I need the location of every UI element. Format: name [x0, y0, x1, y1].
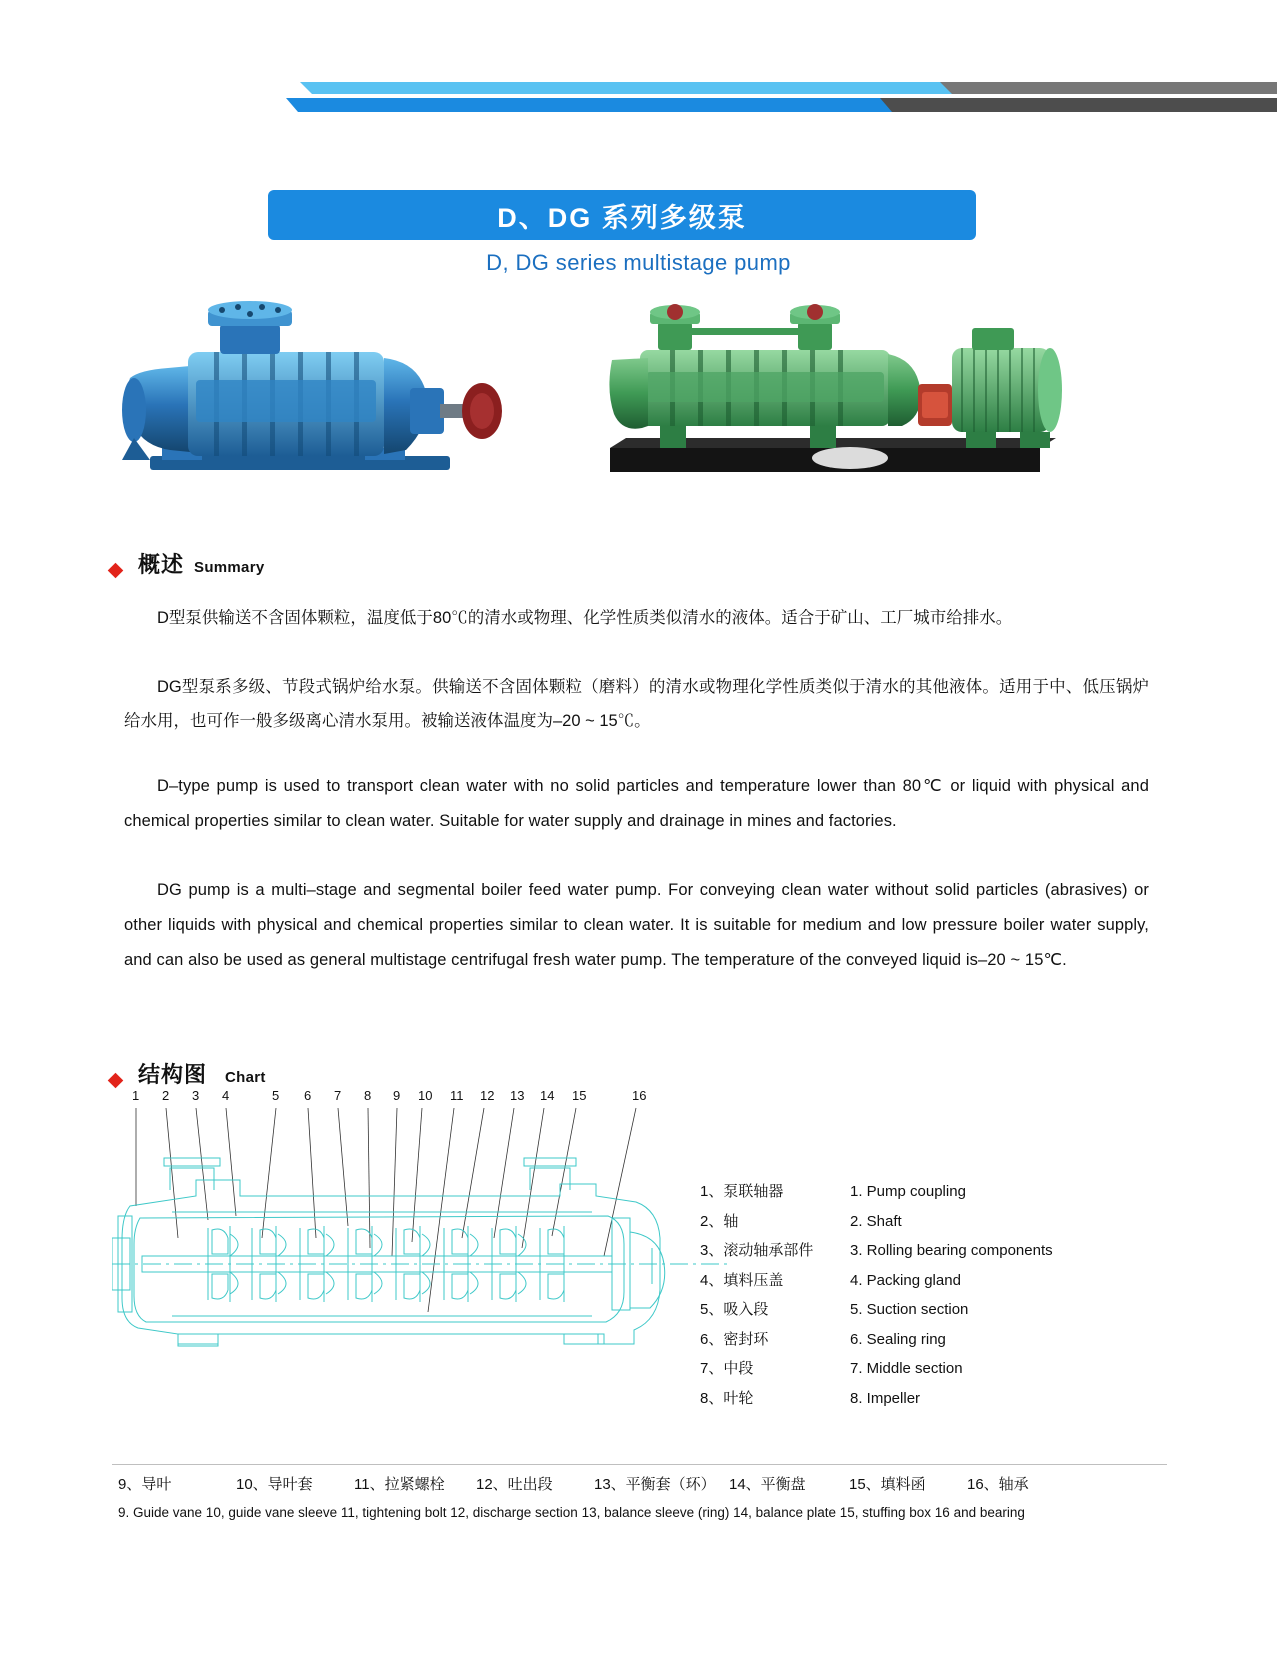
summary-paragraph-cn-2: DG型泵系多级、节段式锅炉给水泵。供输送不含固体颗粒（磨料）的清水或物理化学性质类似于清水的其他液体。适用于中、低压锅炉给水用，也可作一般多级离心清水泵用。被输送液体温度为–20 ~ 15℃。	[124, 677, 1149, 730]
legend-item	[700, 1210, 1130, 1240]
legend-cn-5: 5、吸入段	[700, 1301, 769, 1318]
blue-pump-image	[110, 288, 530, 503]
legend-item	[700, 1387, 1130, 1417]
legend-cn-1: 1、泵联轴器	[700, 1183, 784, 1200]
legend-bottom-cn-13: 13、平衡套（环）	[594, 1476, 716, 1493]
legend-bottom-en-row: 9. Guide vane 10, guide vane sleeve 11, tightening bolt 12, discharge section 13, balance sleeve (ring) 14, balance plate 15, stuffing box 16 and bearing	[118, 1505, 1025, 1520]
legend-bottom-cn-16: 16、轴承	[967, 1476, 1029, 1493]
callout-number-10: 10	[418, 1088, 433, 1103]
legend-bottom-cn-9: 9、导叶	[118, 1476, 172, 1493]
legend-bottom-cn-11: 11、拉紧螺栓	[354, 1476, 445, 1493]
legend-cn-8: 8、叶轮	[700, 1389, 754, 1407]
callout-number-12: 12	[480, 1088, 495, 1103]
summary-heading-en: Summary	[194, 559, 265, 576]
legend-cn-6: 6、密封环	[700, 1330, 769, 1348]
legend-en-1: 1. Pump coupling	[850, 1183, 966, 1200]
summary-paragraph-cn-1: D型泵供输送不含固体颗粒，温度低于80℃的清水或物理、化学性质类似清水的液体。适合于矿山、工厂城市给排水。	[157, 608, 1013, 627]
legend-cn-7: 7、中段	[700, 1360, 754, 1377]
callout-number-7: 7	[334, 1088, 342, 1103]
summary-section-heading	[110, 548, 264, 579]
callout-number-13: 13	[510, 1088, 525, 1103]
callout-number-4: 4	[222, 1088, 230, 1103]
legend-item	[700, 1298, 1130, 1328]
legend-en-4: 4. Packing gland	[850, 1271, 961, 1289]
callout-number-16: 16	[632, 1088, 647, 1103]
summary-paragraph-en-1: D–type pump is used to transport clean water with no solid particles and temperature lower than 80℃ or liquid with physical and chemical properties similar to clean water. Suitable for water supply and drainage in mines and factories.	[124, 776, 1149, 830]
callout-number-5: 5	[272, 1088, 280, 1103]
legend-en-3: 3. Rolling bearing components	[850, 1242, 1053, 1259]
top-decorative-banner	[0, 78, 1277, 124]
page-title-cn: D、DG 系列多级泵	[497, 202, 747, 233]
legend-bottom-cn-12: 12、吐出段	[476, 1476, 553, 1493]
legend-en-6: 6. Sealing ring	[850, 1330, 946, 1348]
legend-item	[700, 1269, 1130, 1299]
callout-number-6: 6	[304, 1088, 312, 1103]
page-title-bar	[268, 190, 976, 240]
callout-number-3: 3	[192, 1088, 200, 1103]
green-pump-image	[600, 288, 1070, 488]
legend-cn-2: 2、轴	[700, 1212, 739, 1230]
pump-cutaway-drawing	[112, 1088, 732, 1388]
product-photo-group	[100, 288, 1180, 503]
callout-number-15: 15	[572, 1088, 587, 1103]
callout-number-11: 11	[450, 1088, 464, 1103]
callout-number-8: 8	[364, 1088, 372, 1103]
legend-en-5: 5. Suction section	[850, 1301, 969, 1318]
page-title-en: D, DG series multistage pump	[486, 250, 791, 275]
bottom-divider	[112, 1464, 1167, 1465]
legend-item	[700, 1239, 1130, 1269]
legend-bottom-cn-10: 10、导叶套	[236, 1476, 313, 1493]
legend-en-2: 2. Shaft	[850, 1212, 902, 1230]
chart-heading-cn: 结构图	[138, 1062, 208, 1087]
callout-number-9: 9	[393, 1088, 401, 1103]
chart-legend-list	[700, 1180, 1130, 1416]
legend-bottom-cn-14: 14、平衡盘	[729, 1476, 806, 1493]
legend-cn-4: 4、填料压盖	[700, 1271, 784, 1289]
legend-item	[700, 1180, 1130, 1210]
legend-bottom-cn-row	[118, 1473, 1168, 1494]
chart-heading-en: Chart	[225, 1069, 266, 1086]
legend-item	[700, 1328, 1130, 1358]
chart-section-heading	[110, 1058, 266, 1089]
legend-en-8: 8. Impeller	[850, 1389, 921, 1407]
legend-bottom-cn-15: 15、填料函	[849, 1476, 926, 1493]
callout-number-1: 1	[132, 1088, 140, 1103]
legend-item	[700, 1357, 1130, 1387]
callout-number-14: 14	[540, 1088, 555, 1103]
summary-heading-cn: 概述	[138, 552, 185, 577]
legend-cn-3: 3、滚动轴承部件	[700, 1242, 814, 1259]
callout-number-2: 2	[162, 1088, 170, 1103]
summary-paragraph-en-2: DG pump is a multi–stage and segmental boiler feed water pump. For conveying clean water without solid particles (abrasives) or other liquids with physical and chemical properties similar to clean water. It is suitable for medium and low pressure boiler water supply, and can also be used as general multistage centrifugal fresh water pump. The temperature of the conveyed liquid is–20 ~ 15℃.	[124, 880, 1149, 969]
legend-en-7: 7. Middle section	[850, 1360, 963, 1377]
